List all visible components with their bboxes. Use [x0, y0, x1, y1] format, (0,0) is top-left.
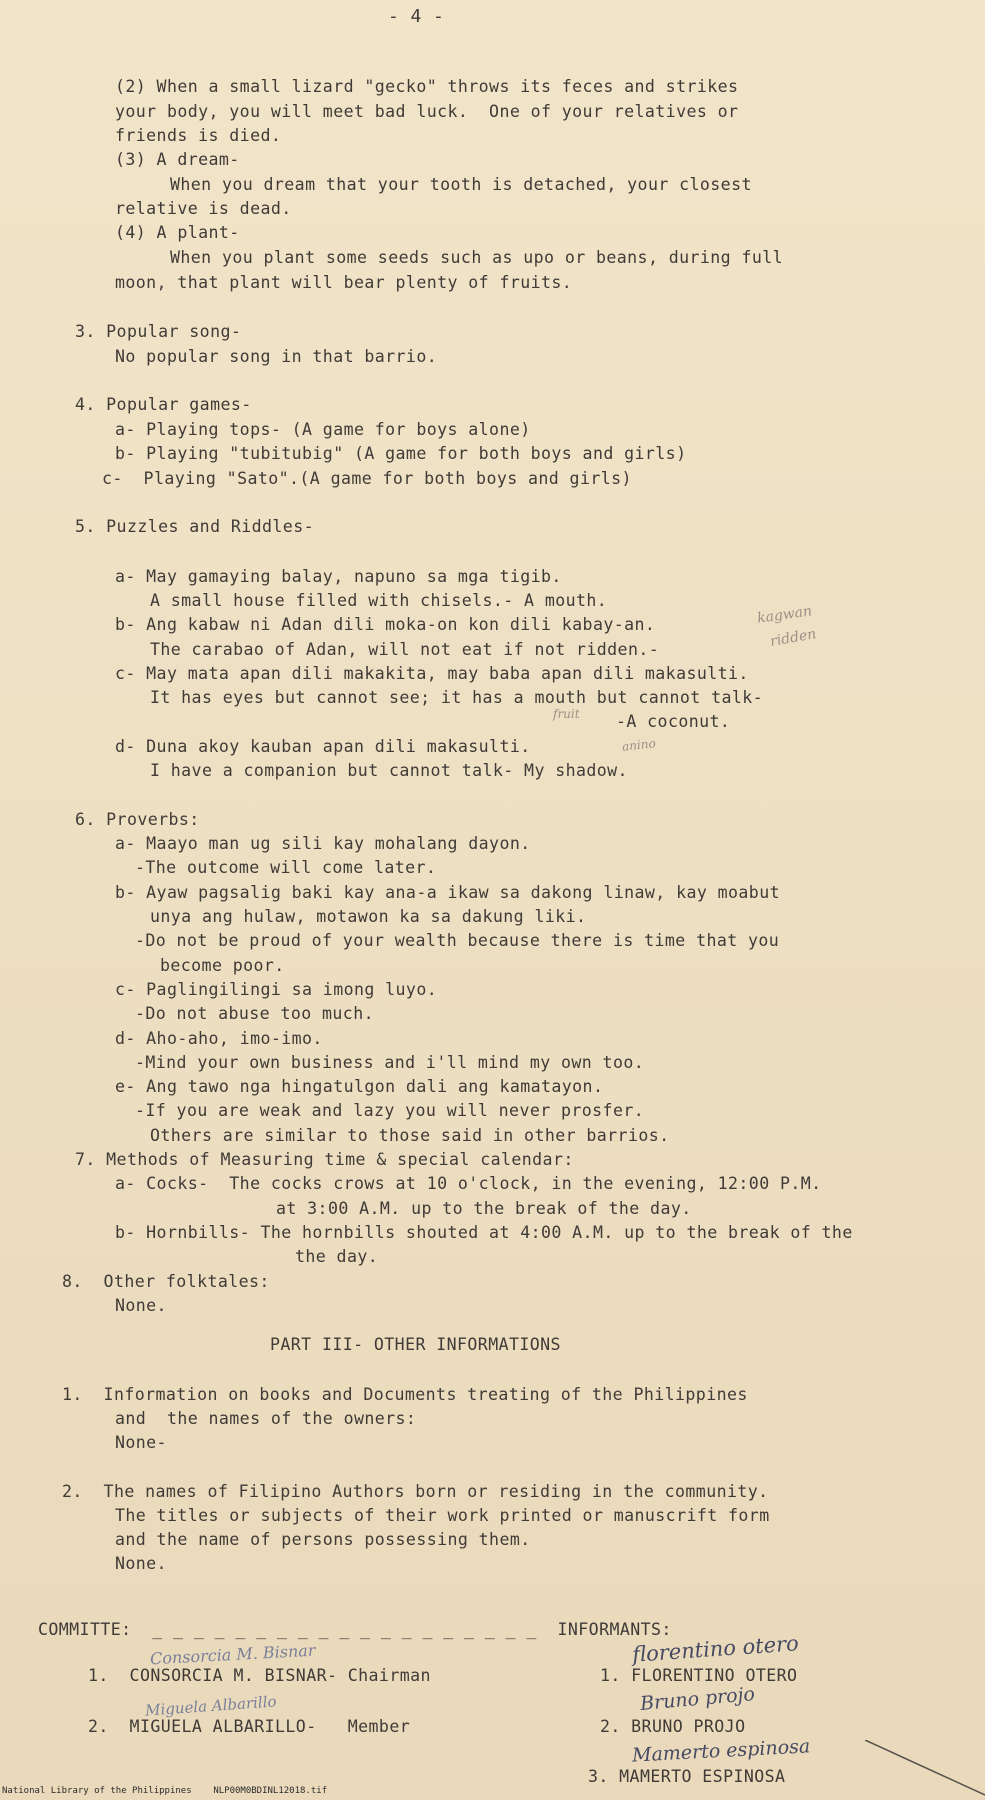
proverb-d: d- Aho-aho, imo-imo.	[115, 1029, 323, 1048]
time-cocks-cont: at 3:00 A.M. up to the break of the day.	[276, 1199, 692, 1218]
game-tubitubig: b- Playing "tubitubig" (A game for both boys and girls)	[115, 444, 687, 463]
proverb-d-meaning: -Mind your own business and i'll mind my own too.	[135, 1053, 645, 1072]
info-books: 1. Information on books and Documents treating of the Philippines	[62, 1385, 748, 1404]
proverb-a: a- Maayo man ug sili kay mohalang dayon.	[115, 834, 531, 853]
line-bad-luck: your body, you will meet bad luck. One of your relatives or	[115, 102, 739, 121]
informant-1: 1. FLORENTINO OTERO	[600, 1666, 798, 1685]
info-books-cont: and the names of the owners:	[115, 1409, 417, 1428]
heading-popular-song: 3. Popular song-	[75, 322, 242, 341]
line-moon: moon, that plant will bear plenty of fruits.	[115, 273, 573, 292]
committee-informants-header: COMMITTE: _ _ _ _ _ _ _ _ _ _ _ _ _ _ _ _ _ _ _ INFORMANTS:	[38, 1620, 672, 1639]
riddle-d: d- Duna akoy kauban apan dili makasulti.	[115, 737, 531, 756]
riddle-a: a- May gamaying balay, napuno sa mga tigib.	[115, 567, 562, 586]
riddle-c: c- May mata apan dili makakita, may baba apan dili makasulti.	[115, 664, 749, 683]
info-books-none: None-	[115, 1433, 167, 1452]
heading-measuring-time: 7. Methods of Measuring time & special calendar:	[75, 1150, 574, 1169]
proverb-a-meaning: -The outcome will come later.	[135, 858, 437, 877]
line-gecko: (2) When a small lizard "gecko" throws its feces and strikes	[115, 77, 739, 96]
annotation-fruit: fruit	[553, 707, 580, 721]
heading-folktales: 8. Other folktales:	[62, 1272, 270, 1291]
heading-proverbs: 6. Proverbs:	[75, 810, 200, 829]
line-friends: friends is died.	[115, 126, 282, 145]
riddle-d-translation: I have a companion but cannot talk- My shadow.	[150, 761, 628, 780]
riddle-b-translation: The carabao of Adan, will not eat if not ridden.-	[150, 640, 660, 659]
heading-popular-games: 4. Popular games-	[75, 395, 252, 414]
signature-bisnar: Consorcia M. Bisnar	[149, 1640, 316, 1669]
committee-member-1: 1. CONSORCIA M. BISNAR- Chairman	[88, 1666, 431, 1685]
footer-credit: National Library of the Philippines NLP00M0BDINL12018.tif	[2, 1786, 328, 1796]
line-dream-heading: (3) A dream-	[115, 150, 240, 169]
info-authors: 2. The names of Filipino Authors born or residing in the community.	[62, 1482, 769, 1501]
line-plant-text: When you plant some seeds such as upo or beans, during full	[170, 248, 784, 267]
annotation-kagwan: kagwan	[756, 603, 813, 627]
annotation-anino: anino	[621, 736, 657, 754]
proverb-others: Others are similar to those said in other barrios.	[150, 1126, 670, 1145]
line-none-folktales: None.	[115, 1296, 167, 1315]
proverb-c-meaning: -Do not abuse too much.	[135, 1004, 374, 1023]
info-authors-none: None.	[115, 1554, 167, 1573]
riddle-c-answer: -A coconut.	[616, 712, 731, 731]
signature-otero: florentino otero	[631, 1631, 800, 1667]
page-number: - 4 -	[388, 6, 445, 27]
signature-projo: Bruno projo	[639, 1683, 756, 1715]
line-no-song: No popular song in that barrio.	[115, 347, 438, 366]
riddle-b: b- Ang kabaw ni Adan dili moka-on kon dili kabay-an.	[115, 615, 656, 634]
line-plant-heading: (4) A plant-	[115, 223, 240, 242]
proverb-b: b- Ayaw pagsalig baki kay ana-a ikaw sa dakong linaw, kay moabut	[115, 883, 780, 902]
line-relative: relative is dead.	[115, 199, 292, 218]
info-authors-cont2: and the name of persons possessing them.	[115, 1530, 531, 1549]
riddle-a-translation: A small house filled with chisels.- A mouth.	[150, 591, 608, 610]
page-corner-fold	[865, 1740, 985, 1800]
part-three-title: PART III- OTHER INFORMATIONS	[270, 1335, 561, 1354]
informant-3: 3. MAMERTO ESPINOSA	[588, 1767, 786, 1786]
time-hornbills: b- Hornbills- The hornbills shouted at 4:00 A.M. up to the break of the	[115, 1223, 853, 1242]
heading-riddles: 5. Puzzles and Riddles-	[75, 517, 314, 536]
info-authors-cont: The titles or subjects of their work printed or manuscrift form	[115, 1506, 770, 1525]
signature-albarillo: Miguela Albarillo	[144, 1692, 278, 1720]
proverb-e: e- Ang tawo nga hingatulgon dali ang kamatayon.	[115, 1077, 604, 1096]
annotation-ridden: ridden	[768, 626, 818, 650]
time-hornbills-cont: the day.	[295, 1247, 379, 1266]
game-tops: a- Playing tops- (A game for boys alone)	[115, 420, 531, 439]
signature-espinosa: Mamerto espinosa	[631, 1735, 811, 1767]
proverb-c: c- Paglingilingi sa imong luyo.	[115, 980, 438, 999]
proverb-b-cont: unya ang hulaw, motawon ka sa dakung liki.	[150, 907, 587, 926]
committee-member-2: 2. MIGUELA ALBARILLO- Member	[88, 1717, 411, 1736]
proverb-b-meaning: -Do not be proud of your wealth because there is time that you	[135, 931, 780, 950]
time-cocks: a- Cocks- The cocks crows at 10 o'clock, in the evening, 12:00 P.M.	[115, 1174, 822, 1193]
line-dream-text: When you dream that your tooth is detached, your closest	[170, 175, 752, 194]
riddle-c-translation: It has eyes but cannot see; it has a mouth but cannot talk-	[150, 688, 764, 707]
game-sato: c- Playing "Sato".(A game for both boys and girls)	[102, 469, 632, 488]
informant-2: 2. BRUNO PROJO	[600, 1717, 746, 1736]
proverb-e-meaning: -If you are weak and lazy you will never prosfer.	[135, 1101, 645, 1120]
proverb-b-meaning-cont: become poor.	[160, 956, 285, 975]
